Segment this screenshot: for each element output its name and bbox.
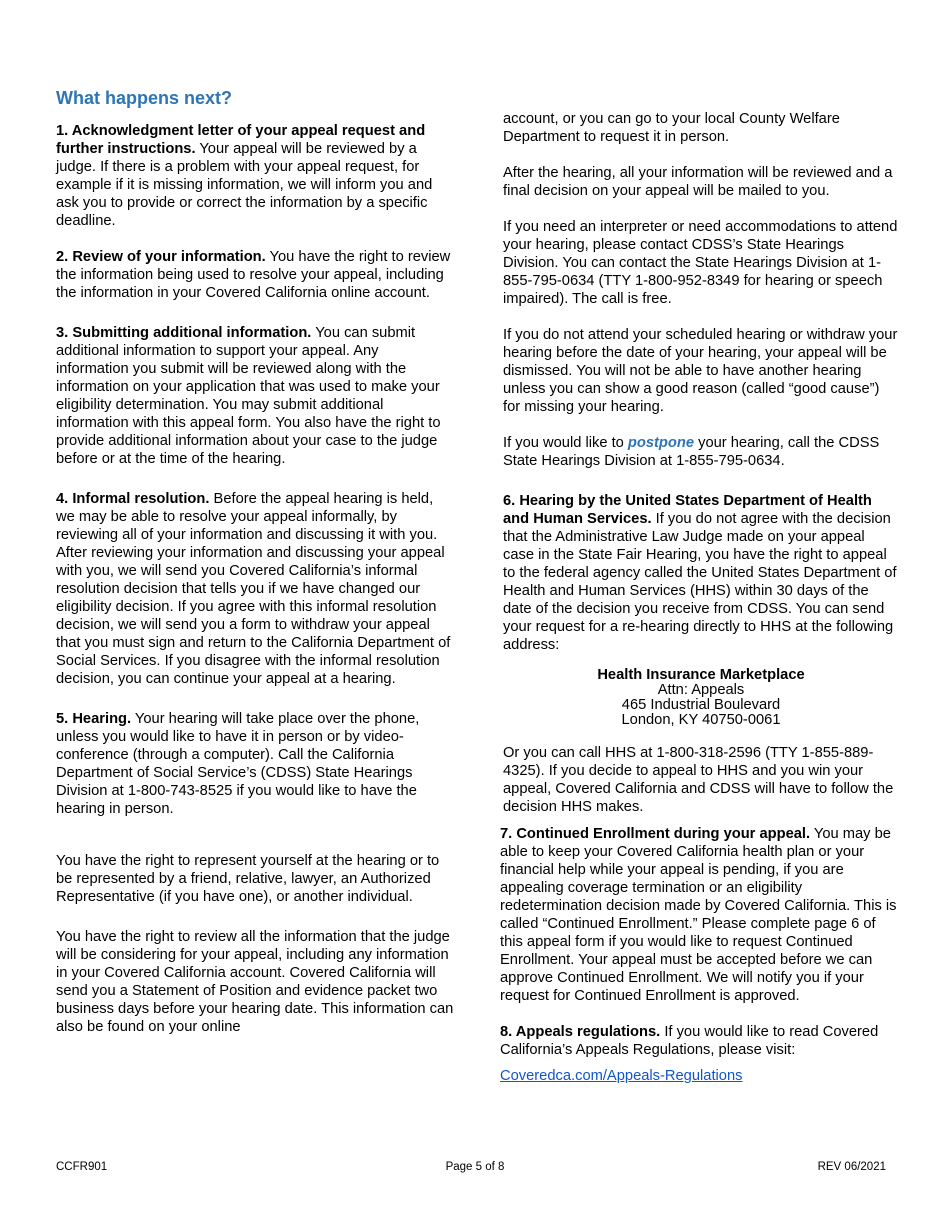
paragraph-account-continued: account, or you can go to your local County Welfare Department to request it in person. bbox=[503, 111, 840, 145]
address-line: 465 Industrial Boulevard bbox=[621, 697, 781, 713]
section-hhs-hearing bbox=[503, 492, 899, 654]
section-text: You can submit additional information to support your appeal. Any information you submit will be reviewed along with the information on your application that was used to make your eligibility determination. You may submit additional information with this appeal form. You also have the right to provide additional information about your case to the judge before or at the time of the hearing. bbox=[56, 324, 441, 467]
footer-form-id: CCFR901 bbox=[56, 1161, 108, 1173]
section-text: If you would like to read Covered California’s Appeals Regulations, please visit: bbox=[500, 1024, 879, 1058]
left-column bbox=[56, 88, 454, 1036]
section-text: Before the appeal hearing is held, we may be able to resolve your appeal informally, by reviewing all of your information and discussing it with you. After reviewing your information and discussing your appeal with you, we will send you Covered California’s informal resolution decision that tells you if we have changed our eligibility decision. If you agree with this informal resolution decision, we will send you a form to withdraw your appeal that you must sign and return to the California Department of Social Services. If you disagree with the informal resolution decision, you can continue your appeal at a hearing. bbox=[56, 490, 451, 687]
section-additional-info bbox=[56, 324, 454, 468]
section-title: 5. Hearing. bbox=[56, 710, 132, 727]
postpone-prefix: If you would like to bbox=[503, 435, 628, 451]
paragraph-postpone bbox=[503, 434, 899, 470]
section-text: Your hearing will take place over the phone, unless you would like to have it in person or by video-conference (through a computer). Call the California Department of Social Service’s (CDSS) State Hearings Division at 1-800-743-8525 if you would like to have the hearing in person. bbox=[56, 710, 420, 817]
section-text: You have the right to review the information being used to resolve your appeal, including the information in your Covered California online account. bbox=[56, 248, 451, 301]
section-informal-resolution bbox=[56, 490, 454, 688]
paragraph-representation: You have the right to represent yourself at the hearing or to be represented by a friend, relative, lawyer, an Authorized Representative (if you have one), or another individual. bbox=[56, 852, 440, 905]
address-name: Health Insurance Marketplace bbox=[597, 667, 805, 683]
section-acknowledgment bbox=[56, 122, 454, 230]
paragraph-interpreter: If you need an interpreter or need accommodations to attend your hearing, please contact CDSS’s State Hearings Division. You can contact the State Hearings Division at 1-855-795-0634 (TTY 1-800-952-8349 for hearing or speech impaired). The call is free. bbox=[503, 219, 898, 307]
right-column bbox=[500, 110, 899, 1085]
footer-revision: REV 06/2021 bbox=[817, 1161, 886, 1173]
section-text: Your appeal will be reviewed by a judge. If there is a problem with your appeal request, for example if it is missing information, we will inform you and ask you to provide or correct the information by a specific deadline. bbox=[56, 140, 433, 229]
paragraph-hhs-call: Or you can call HHS at 1-800-318-2596 (TTY 1-855-889-4325). If you decide to appeal to HHS and you win your appeal, Covered California and CDSS will have to follow the decision HHS makes. bbox=[503, 745, 894, 815]
address-line: London, KY 40750-0061 bbox=[621, 712, 781, 728]
mailing-address bbox=[503, 668, 899, 728]
section-title: 6. Hearing by the United States Department of Health and Human Services. bbox=[503, 493, 872, 527]
paragraph-after-hearing: After the hearing, all your information will be reviewed and a final decision on your appeal will be mailed to you. bbox=[503, 165, 893, 199]
section-title: 2. Review of your information. bbox=[56, 248, 266, 265]
address-line: Attn: Appeals bbox=[657, 682, 745, 698]
section-title: 7. Continued Enrollment during your appeal. bbox=[500, 826, 811, 842]
footer-page-number: Page 5 of 8 bbox=[445, 1161, 505, 1173]
paragraph-no-attend: If you do not attend your scheduled hearing or withdraw your hearing before the date of your hearing, your appeal will be dismissed. You will not be able to have another hearing unless you can show a good reason (called “good cause”) for missing your hearing. bbox=[503, 327, 898, 415]
section-title: 1. Acknowledgment letter of your appeal request and further instructions. bbox=[56, 122, 426, 157]
page-heading: What happens next? bbox=[56, 88, 233, 108]
postpone-suffix: your hearing, call the CDSS State Hearings Division at 1-855-795-0634. bbox=[503, 435, 880, 469]
section-title: 8. Appeals regulations. bbox=[500, 1024, 661, 1040]
section-hearing bbox=[56, 710, 454, 818]
appeals-regulations-link[interactable]: Coveredca.com/Appeals-Regulations bbox=[500, 1068, 743, 1084]
section-continued-enrollment bbox=[500, 825, 899, 1005]
section-text: You may be able to keep your Covered California health plan or your financial help while your appeal is pending, if you are appealing coverage termination or an eligibility redetermination decision made by Covered California. This is called “Continued Enrollment.” Please complete page 6 of this appeal form if you would like to request Continued Enrollment. Your appeal must be accepted before we can approve Continued Enrollment. We will notify you if your request for Continued Enrollment is approved. bbox=[500, 826, 897, 1004]
section-review bbox=[56, 248, 454, 302]
section-title: 4. Informal resolution. bbox=[56, 490, 210, 507]
paragraph-review-rights: You have the right to review all the information that the judge will be considering for your appeal, including any information in your Covered California account. Covered California will send you a Statement of Position and evidence packet two business days before your hearing date. This information can also be found on your online bbox=[56, 928, 454, 1035]
section-title: 3. Submitting additional information. bbox=[56, 324, 312, 341]
postpone-emphasis: postpone bbox=[627, 435, 695, 451]
section-appeals-regulations bbox=[500, 1023, 899, 1059]
section-text: If you do not agree with the decision that the Administrative Law Judge made on your appeal case in the State Fair Hearing, you have the right to appeal to the federal agency called the United States Department of Health and Human Services (HHS) within 30 days of the date of the decision you receive from CDSS. You can send your request for a re-hearing directly to HHS at the following address: bbox=[503, 511, 897, 653]
